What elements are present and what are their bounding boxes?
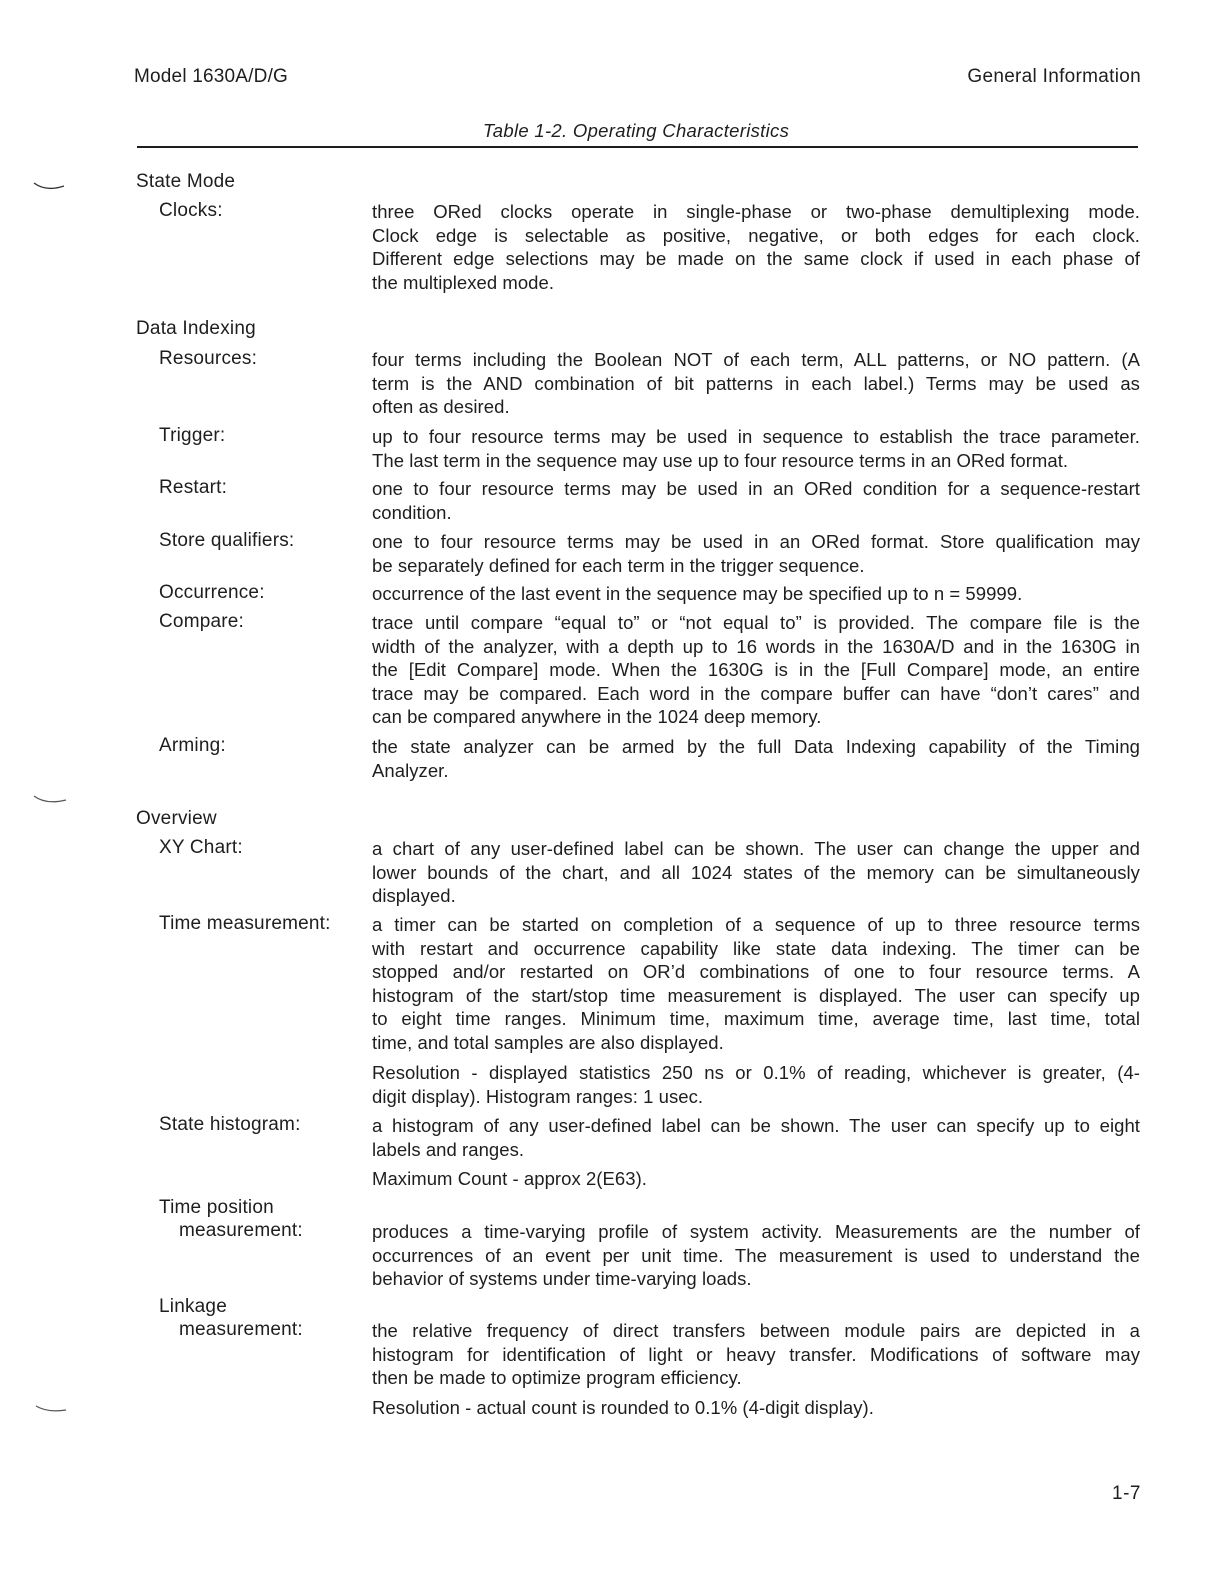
- desc-line: four terms including the Boolean NOT of each term, ALL patterns, or NO pattern. (A: [372, 349, 1140, 370]
- desc-line: displayed.: [372, 885, 456, 907]
- desc-line: time, and total samples are also displayed.: [372, 1032, 724, 1053]
- desc-line: a chart of any user-defined label can be shown. The user can change the upper and: [372, 838, 1140, 859]
- desc-line: Maximum Count - approx 2(E63).: [372, 1168, 647, 1189]
- desc-line: the relative frequency of direct transfers between module pairs are depicted in a: [372, 1320, 1140, 1341]
- desc-line: trace until compare “equal to” or “not equal to” is provided. The compare file is the: [372, 612, 1140, 633]
- binding-mark-bottom: [32, 1400, 72, 1416]
- page-number: 1-7: [1112, 1483, 1141, 1504]
- label-time-position-1: Time position: [159, 1197, 274, 1218]
- desc-line: Resolution - actual count is rounded to 0.1% (4-digit display).: [372, 1397, 874, 1418]
- desc-line: three ORed clocks operate in single-phase or two-phase demultiplexing mode.: [372, 201, 1140, 222]
- desc-line: with restart and occurrence capability like state data indexing. The timer can be: [372, 937, 1140, 959]
- desc-line: a histogram of any user-defined label can be shown. The user can specify up to eight: [372, 1115, 1140, 1136]
- label-resources: Resources:: [159, 348, 258, 369]
- desc-line: lower bounds of the chart, and all 1024 states of the memory can be simultaneously: [372, 861, 1140, 883]
- desc-line: be separately defined for each term in the trigger sequence.: [372, 554, 865, 576]
- desc-line: then be made to optimize program efficiency.: [372, 1367, 742, 1389]
- desc-line: histogram for identification of light or heavy transfer. Modifications of software may: [372, 1343, 1140, 1365]
- desc-line: histogram of the start/stop time measurement is displayed. The user can specify up: [372, 984, 1140, 1006]
- label-time-measurement: Time measurement:: [159, 913, 331, 934]
- label-linkage-1: Linkage: [159, 1296, 227, 1317]
- desc-line: often as desired.: [372, 396, 510, 418]
- desc-line: width of the analyzer, with a depth up to 16 words in the 1630A/D and in the 1630G in: [372, 635, 1140, 657]
- label-arming: Arming:: [159, 735, 226, 756]
- desc-line: stopped and/or restarted on OR’d combinations of one to four resource terms. A: [372, 961, 1140, 983]
- desc-line: The last term in the sequence may use up to four resource terms in an ORed format.: [372, 449, 1069, 471]
- desc-line: condition.: [372, 501, 452, 523]
- title-rule: [137, 146, 1138, 148]
- label-state-histogram: State histogram:: [159, 1114, 301, 1135]
- desc-line: trace may be compared. Each word in the compare buffer can have “don’t cares” and: [372, 682, 1140, 704]
- desc-line: digit display). Histogram ranges: 1 usec.: [372, 1085, 704, 1107]
- desc-line: Clock edge is selectable as positive, negative, or both edges for each clock.: [372, 224, 1140, 246]
- desc-line: Different edge selections may be made on the same clock if used in each phase of: [372, 248, 1140, 270]
- desc-line: one to four resource terms may be used in an ORed format. Store qualification may: [372, 531, 1140, 552]
- desc-line: behavior of systems under time-varying loads.: [372, 1268, 752, 1290]
- desc-line: occurrences of an event per unit time. The measurement is used to understand the: [372, 1244, 1140, 1266]
- heading-state-mode: State Mode: [136, 171, 236, 192]
- label-linkage-2: measurement:: [179, 1319, 303, 1340]
- desc-line: can be compared anywhere in the 1024 deep memory.: [372, 706, 822, 728]
- table-title: Table 1-2. Operating Characteristics: [482, 120, 790, 141]
- desc-line: the [Edit Compare] mode. When the 1630G is in the [Full Compare] mode, an entire: [372, 659, 1140, 681]
- label-store-qualifiers: Store qualifiers:: [159, 530, 295, 551]
- desc-line: labels and ranges.: [372, 1138, 525, 1160]
- desc-line: a timer can be started on completion of a sequence of up to three resource terms: [372, 914, 1140, 935]
- header-model: Model 1630A/D/G: [134, 66, 289, 87]
- header-section: General Information: [967, 66, 1141, 87]
- binding-mark-top: [32, 180, 72, 196]
- label-restart: Restart:: [159, 477, 228, 498]
- desc-line: one to four resource terms may be used in an ORed condition for a sequence-restart: [372, 478, 1140, 499]
- label-occurrence: Occurrence:: [159, 582, 265, 603]
- label-xy-chart: XY Chart:: [159, 837, 243, 858]
- desc-line: produces a time-varying profile of system activity. Measurements are the number of: [372, 1221, 1140, 1242]
- desc-line: Resolution - displayed statistics 250 ns or 0.1% of reading, whichever is greater, (4-: [372, 1062, 1140, 1083]
- desc-line: to eight time ranges. Minimum time, maximum time, average time, last time, total: [372, 1008, 1140, 1030]
- desc-line: up to four resource terms may be used in sequence to establish the trace parameter.: [372, 426, 1140, 447]
- heading-overview: Overview: [136, 808, 217, 829]
- desc-line: the state analyzer can be armed by the full Data Indexing capability of the Timing: [372, 736, 1140, 757]
- desc-line: the multiplexed mode.: [372, 271, 555, 293]
- binding-mark-middle: [32, 794, 72, 810]
- label-trigger: Trigger:: [159, 425, 226, 446]
- label-compare: Compare:: [159, 611, 245, 632]
- heading-data-indexing: Data Indexing: [136, 318, 256, 339]
- label-clocks: Clocks:: [159, 200, 223, 221]
- desc-line: occurrence of the last event in the sequence may be specified up to n = 59999.: [372, 583, 1023, 604]
- desc-line: term is the AND combination of bit patterns in each label.) Terms may be used as: [372, 372, 1140, 394]
- desc-line: Analyzer.: [372, 759, 449, 781]
- label-time-position-2: measurement:: [179, 1220, 303, 1241]
